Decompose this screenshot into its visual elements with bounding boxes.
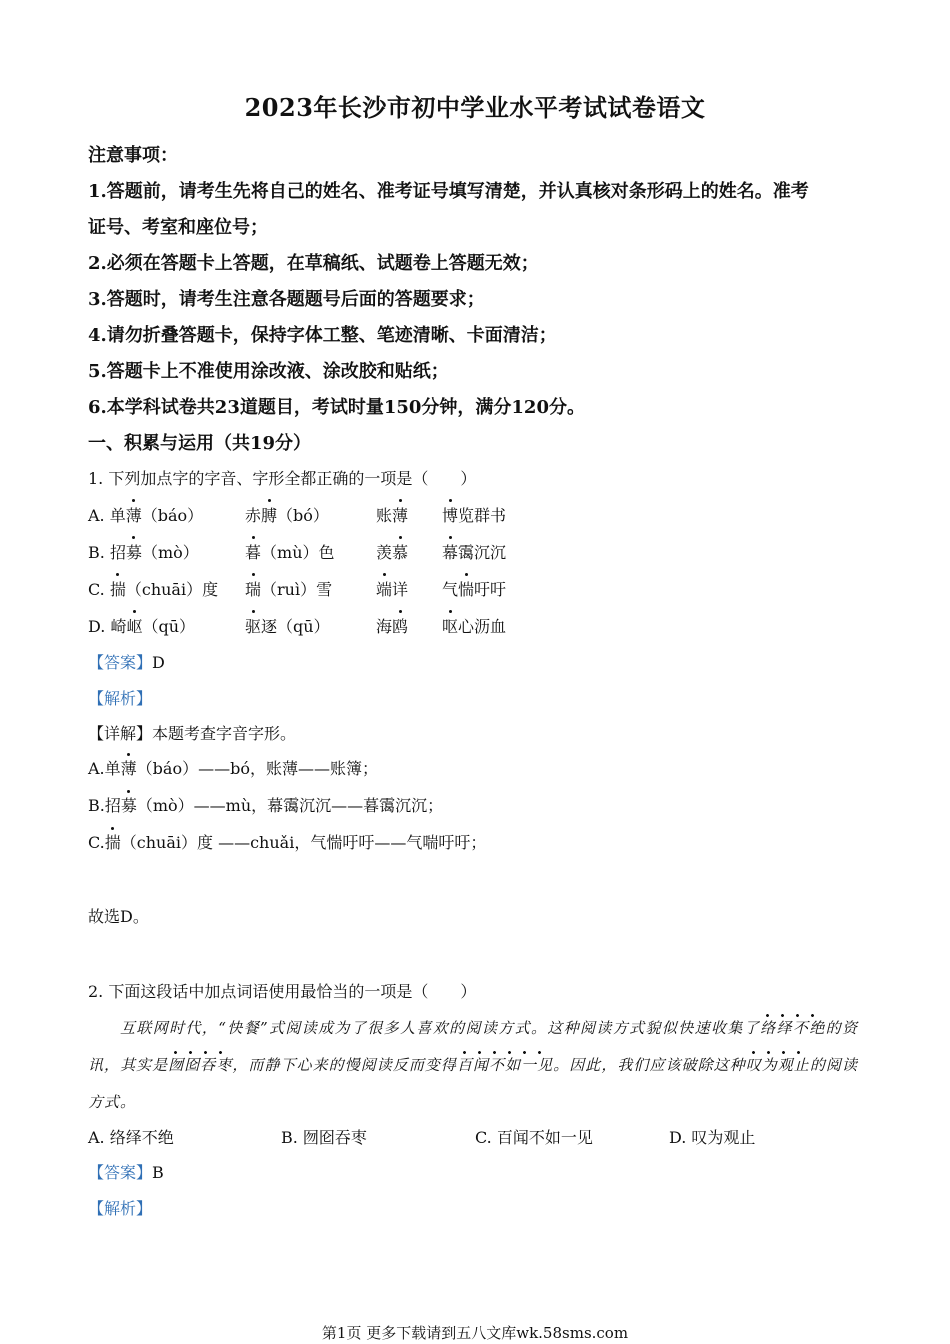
dotted-char: 薄 [126, 503, 142, 529]
q1-option-item [442, 503, 506, 529]
option-text: （mù）色 [261, 543, 335, 562]
q1-explain-a [88, 757, 378, 781]
q1-option-item [245, 614, 330, 640]
option-text: 招 [109, 543, 126, 562]
page-footer: 第1页 更多下载请到五八文库wk.58sms.com [321, 1324, 629, 1342]
page-title: 2023年长沙市初中学业水平考试试卷语文 [244, 93, 706, 122]
option-text: 览群书 [458, 506, 507, 525]
notice-item-3: 3.答题时，请考生注意各题题号后面的答题要求； [88, 289, 485, 310]
q1-option-item [376, 577, 408, 603]
option-label: B. [88, 543, 110, 562]
answer-tag: 【答案】 [88, 1163, 153, 1182]
dotted-char: 暮 [245, 540, 261, 566]
passage-text: 。因此，我们应该破除这种 [553, 1056, 746, 1074]
q2-options [88, 1125, 868, 1151]
q1-option-row [88, 503, 868, 529]
q1-option-item [88, 577, 218, 603]
dotted-phrase: 络绎不绝 [760, 1013, 825, 1037]
passage-text: 互联网时代，“快餐”式阅读成为了很多人喜欢的阅读方式。这种阅读方式貌似快速收集了 [120, 1019, 761, 1037]
dotted-char: 薄 [121, 757, 137, 781]
q1-analysis-tag: 【解析】 [88, 689, 153, 708]
passage-text: 的阅读方式。 [88, 1056, 858, 1111]
explain-text: （báo）——bó，账薄——账簿； [136, 759, 378, 778]
notice-heading: 注意事项： [88, 145, 178, 166]
option-text: 赤 [245, 506, 262, 525]
q2-stem: 2. 下面这段话中加点词语使用最恰当的一项是（ ） [88, 982, 477, 1001]
q2-option-c: C. 百闻不如一见 [475, 1128, 593, 1147]
option-text: 账 [376, 506, 393, 525]
answer-value: D [152, 653, 165, 672]
option-text: 吁吁 [474, 580, 507, 599]
dotted-char: 募 [126, 540, 142, 566]
option-text: （bó） [277, 506, 329, 525]
q1-explain-c [88, 831, 486, 855]
option-label: D. [88, 617, 111, 636]
q1-option-item [442, 614, 506, 640]
dotted-char: 博 [442, 503, 458, 529]
dotted-char: 端 [376, 577, 392, 603]
option-text: （báo） [141, 506, 204, 525]
dotted-char: 岖 [126, 614, 142, 640]
q2-option-b: B. 囫囵吞枣 [281, 1128, 367, 1147]
option-label: A. [88, 506, 110, 525]
answer-tag: 【答案】 [88, 653, 153, 672]
answer-value: B [152, 1163, 164, 1182]
passage-text: 的资讯，其实是 [88, 1019, 858, 1074]
option-text: （ruì）雪 [261, 580, 333, 599]
q1-option-row [88, 614, 868, 640]
passage-text: ，而静下心来的慢阅读反而变得 [232, 1056, 457, 1074]
option-label: C. [88, 580, 110, 599]
q1-answer [88, 651, 165, 675]
dotted-char: 惴 [458, 577, 474, 603]
notice-item-4: 4.请勿折叠答题卡，保持字体工整、笔迹清晰、卡面清洁； [88, 325, 557, 346]
q2-analysis-tag: 【解析】 [88, 1199, 153, 1218]
q1-option-item [88, 614, 195, 640]
dotted-char: 瑞 [245, 577, 261, 603]
dotted-phrase: 囫囵吞枣 [168, 1050, 232, 1074]
explain-text: C. [88, 833, 105, 852]
option-text: 心沥血 [458, 617, 507, 636]
dotted-char: 揣 [110, 577, 126, 603]
q1-option-item [442, 540, 506, 566]
notice-item-5: 5.答题卡上不准使用涂改液、涂改胶和贴纸； [88, 361, 449, 382]
q1-stem: 1. 下列加点字的字音、字形全都正确的一项是（ ） [88, 469, 477, 488]
explain-text: （chuāi）度 ——chuǎi，气惴吁吁——气喘吁吁； [120, 833, 487, 852]
dotted-char: 膊 [261, 503, 277, 529]
dotted-char: 驱 [245, 614, 261, 640]
q1-option-item [245, 540, 335, 566]
dotted-char: 揣 [105, 831, 121, 855]
explain-text: A.单 [88, 759, 121, 778]
option-text: （chuāi）度 [125, 580, 219, 599]
q1-option-item [376, 540, 408, 566]
option-text: （mò） [141, 543, 199, 562]
option-text: 崎 [110, 617, 127, 636]
explain-text: （mò）——mù，幕霭沉沉——暮霭沉沉； [136, 796, 444, 815]
option-text: 海 [376, 617, 393, 636]
explain-text: B.招 [88, 796, 121, 815]
section-heading: 一、积累与运用（共19分） [88, 433, 312, 454]
notice-item-2: 2.必须在答题卡上答题，在草稿纸、试题卷上答题无效； [88, 253, 539, 274]
dotted-char: 幕 [442, 540, 458, 566]
q2-option-a: A. 络绎不绝 [88, 1128, 174, 1147]
option-text: 气 [442, 580, 459, 599]
option-text: 单 [109, 506, 126, 525]
q2-passage [88, 1010, 858, 1121]
q2-answer [88, 1161, 164, 1185]
dotted-char: 募 [121, 794, 137, 818]
notice-item-1-cont: 证号、考室和座位号； [88, 217, 268, 238]
q1-option-item [245, 503, 329, 529]
q1-conclusion: 故选D。 [88, 907, 149, 926]
dotted-char: 鸥 [392, 614, 408, 640]
option-text: 羡 [376, 543, 393, 562]
dotted-phrase: 叹为观止 [746, 1050, 810, 1074]
q1-option-item [245, 577, 332, 603]
detail-text: 本题考查字音字形。 [152, 724, 297, 743]
notice-item-6: 6.本学科试卷共23道题目，考试时量150分钟，满分120分。 [88, 397, 585, 418]
option-text: 详 [392, 580, 409, 599]
q1-option-item [88, 540, 199, 566]
q1-option-row [88, 577, 868, 603]
notice-item-1: 1.答题前，请考生先将自己的姓名、准考证号填写清楚，并认真核对条形码上的姓名。准考 [88, 181, 809, 202]
q1-option-item [376, 503, 408, 529]
q1-detail [88, 722, 296, 746]
q1-option-item [376, 614, 408, 640]
option-text: 霭沉沉 [458, 543, 507, 562]
dotted-char: 薄 [392, 503, 408, 529]
q1-option-item [88, 503, 203, 529]
dotted-char: 慕 [392, 540, 408, 566]
dotted-char: 呕 [442, 614, 458, 640]
option-text: 逐（qū） [261, 617, 330, 636]
q1-option-row [88, 540, 868, 566]
option-text: （qū） [142, 617, 196, 636]
detail-tag: 【详解】 [88, 724, 153, 743]
q2-option-d: D. 叹为观止 [669, 1128, 756, 1147]
dotted-phrase: 百闻不如一见 [457, 1050, 553, 1074]
q1-explain-b [88, 794, 443, 818]
q1-option-item [442, 577, 506, 603]
